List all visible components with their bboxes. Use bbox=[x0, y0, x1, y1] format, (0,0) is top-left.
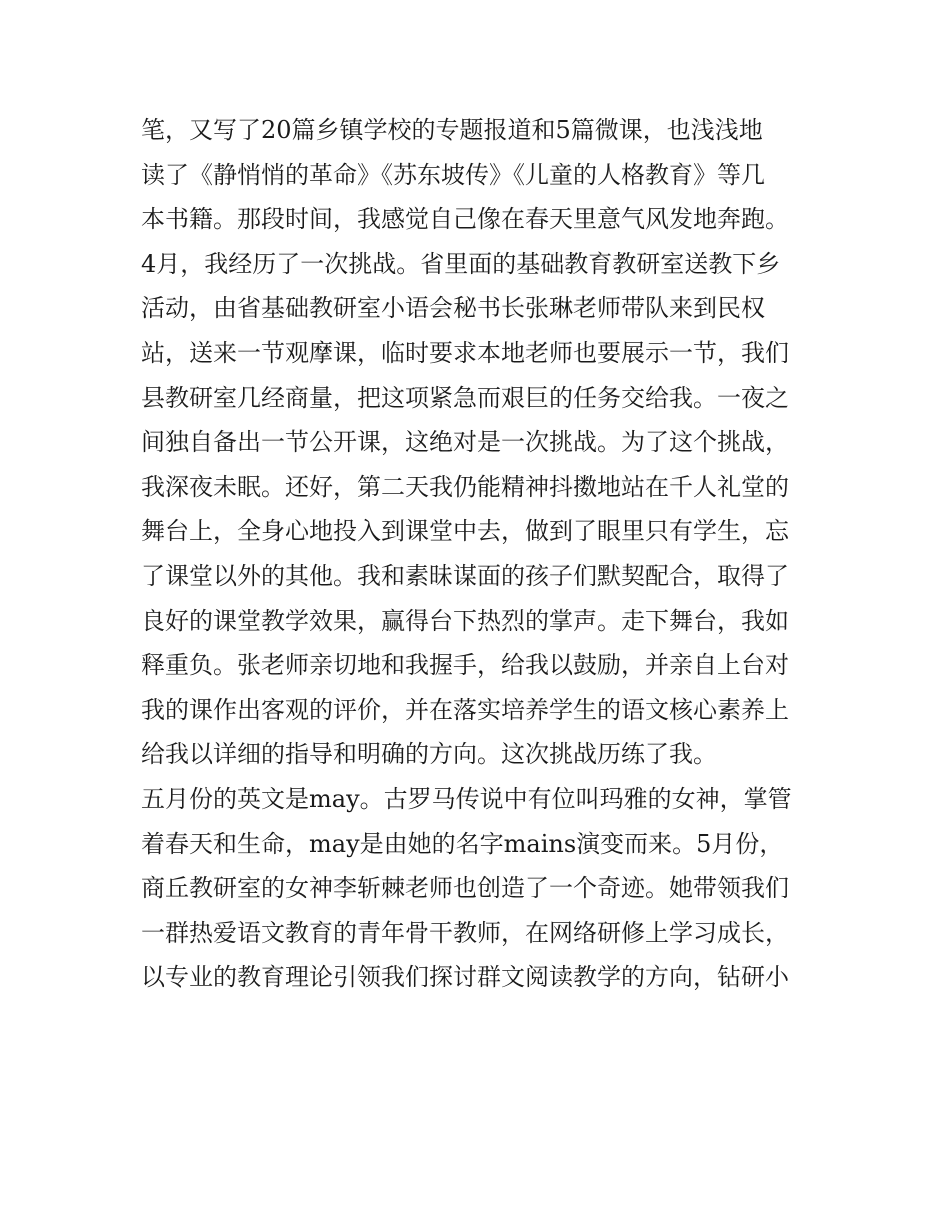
text-line: 舞台上，全身心地投入到课堂中去，做到了眼里只有学生，忘 bbox=[141, 517, 789, 546]
text-line: 商丘教研室的女神李斩棘老师也创造了一个奇迹。她带领我们 bbox=[141, 874, 789, 903]
text-line: 我深夜未眠。还好，第二天我仍能精神抖擞地站在千人礼堂的 bbox=[141, 472, 789, 501]
text-line: 间独自备出一节公开课，这绝对是一次挑战。为了这个挑战， bbox=[141, 428, 789, 457]
text-line: 活动，由省基础教研室小语会秘书长张琳老师带队来到民权 bbox=[141, 294, 765, 323]
text-line: 站，送来一节观摩课，临时要求本地老师也要展示一节，我们 bbox=[141, 338, 789, 367]
text-line: 本书籍。那段时间，我感觉自己像在春天里意气风发地奔跑。 bbox=[141, 205, 789, 234]
text-line: 着春天和生命，may是由她的名字mains演变而来。5月份， bbox=[141, 829, 784, 858]
text-line: 给我以详细的指导和明确的方向。这次挑战历练了我。 bbox=[141, 740, 717, 769]
text-line: 以专业的教育理论引领我们探讨群文阅读教学的方向，钻研小 bbox=[141, 963, 789, 992]
text-line: 良好的课堂教学效果，赢得台下热烈的掌声。走下舞台，我如 bbox=[141, 606, 789, 635]
text-line: 县教研室几经商量，把这项紧急而艰巨的任务交给我。一夜之 bbox=[141, 383, 789, 412]
text-line: 释重负。张老师亲切地和我握手，给我以鼓励，并亲自上台对 bbox=[141, 651, 789, 680]
body-text bbox=[141, 108, 821, 1000]
text-line: 五月份的英文是may。古罗马传说中有位叫玛雅的女神，掌管 bbox=[141, 784, 792, 813]
text-line: 我的课作出客观的评价，并在落实培养学生的语文核心素养上 bbox=[141, 695, 789, 724]
text-line: 4月，我经历了一次挑战。省里面的基础教育教研室送教下乡 bbox=[141, 249, 781, 278]
text-line: 读了《静悄悄的革命》《苏东坡传》《儿童的人格教育》等几 bbox=[141, 160, 765, 189]
text-line: 笔，又写了20篇乡镇学校的专题报道和5篇微课，也浅浅地 bbox=[141, 116, 763, 144]
text-line: 一群热爱语文教育的青年骨干教师，在网络研修上学习成长， bbox=[141, 918, 789, 947]
text-line: 了课堂以外的其他。我和素昧谋面的孩子们默契配合，取得了 bbox=[141, 561, 789, 590]
